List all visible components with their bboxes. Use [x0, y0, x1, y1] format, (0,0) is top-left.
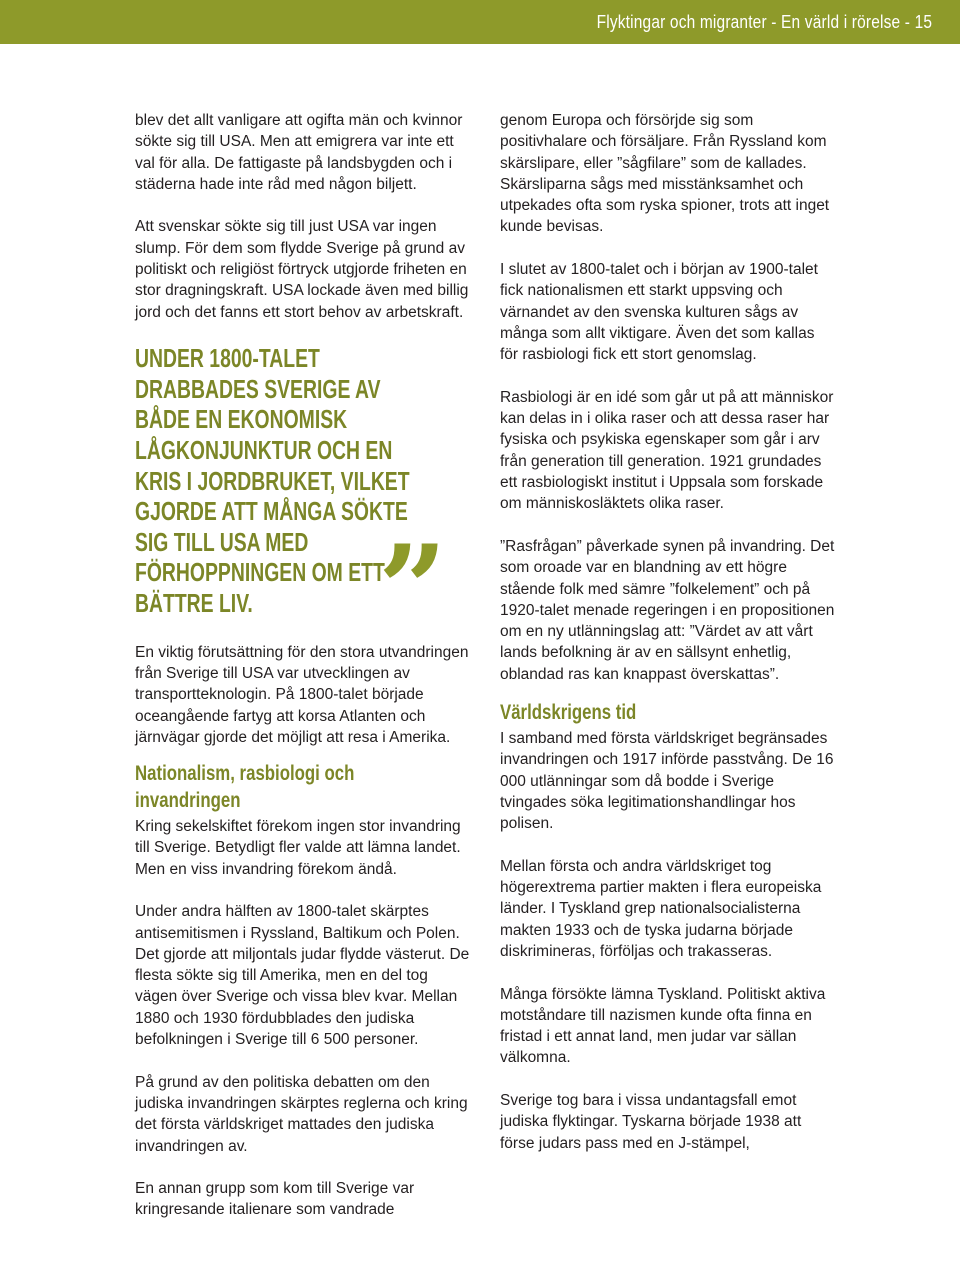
paragraph: Kring sekelskiftet förekom ingen stor invandring till Sverige. Betydligt fler valde att lämna landet. Men en viss invandring förekom ändå. [135, 818, 461, 878]
paragraph: I samband med första världskriget begränsades invandringen och 1917 införde passtvång. De 16 000 utlänningar som då bodde i Sverige tvingades söka legitimationshandlingar hos polisen. [500, 730, 834, 833]
pull-quote: UNDER 1800-TALET DRABBADES SVERIGE AV BÅDE EN EKONOMISK LÅGKONJUNKTUR OCH EN KRIS I JORDBRUKET, VILKET GJORDE ATT MÅNGA SÖKTE SIG TILL USA MED FÖRHOPPNINGEN OM ETT BÄTTRE LIV. [135, 345, 410, 619]
left-column [135, 110, 470, 1221]
paragraph: En viktig förutsättning för den stora utvandringen från Sverige till USA var utvecklingen av transportteknologin. På 1800-talet började oceangående fartyg att korsa Atlanten och järnvägar gjorde det möjligt att resa i Amerika. [135, 643, 469, 746]
paragraph: Rasbiologi är en idé som går ut på att människor kan delas in i olika raser och att dessa raser har fysiska och psykiska egenskaper som går i arv från generation till generation. 1921 grundades ett rasbiologiskt institut i Uppsala som forskade om människosläktets olika raser. [500, 388, 834, 513]
paragraph: genom Europa och försörjde sig som positivhalare och försäljare. Från Ryssland kom skärslipare, eller ”sågfilare” som de kallades. Skärsliparna sågs med misstänksamhet och utpekades ofta som ryska spioner, trots att inget kunde bevisas. [500, 112, 830, 236]
running-header: Flyktingar och migranter - En värld i rörelse - 15 [596, 12, 932, 32]
paragraph: Under andra hälften av 1800-talet skärptes antisemitismen i Ryssland, Baltikum och Polen. Det gjorde att miljontals judar flydde västerut. De flesta sökte sig till Amerika, men en del tog vägen över Sverige och vissa blev kvar. Mellan 1880 och 1930 fördubblades den judiska befolkningen i Sverige till 6 500 personer. [135, 903, 470, 1049]
paragraph: ”Rasfrågan” påverkade synen på invandring. Det som oroade var en blandning av ett högre stående folk med sämre ”folkelement” och på 1920-talet menade regeringen i en propositionen om en ny utlänningslag att: ”Värdet av att vårt lands befolkning är av en sällsynt enhetlig, oblandad ras kan knappast överskattas”. [500, 537, 835, 683]
header-band [0, 0, 960, 44]
paragraph: blev det allt vanligare att ogifta män och kvinnor sökte sig till USA. Men att emigrera var inte ett val för alla. De fattigaste på landsbygden och i städerna hade inte råd med någon biljett. [135, 112, 463, 193]
paragraph: Sverige tog bara i vissa undantagsfall emot judiska flyktingar. Tyskarna började 1938 att förse judars pass med en J-stämpel, [500, 1092, 802, 1152]
paragraph: I slutet av 1800-talet och i början av 1900-talet fick nationalismen ett starkt uppsving och värnandet av den svenska kulturen sågs av många som allt viktigare. Även det som kallas för rasbiologi fick ett stort genomslag. [500, 261, 818, 364]
section-heading: Nationalism, rasbiologi och invandringen [135, 762, 355, 813]
section-heading: Världskrigens tid [500, 701, 637, 725]
paragraph: Att svenskar sökte sig till just USA var ingen slump. För dem som flydde Sverige på grund av politiskt och religiöst förtryck utgjorde friheten en stor dragningskraft. USA lockade även med billig jord och det fanns ett stort behov av arbetskraft. [135, 218, 469, 321]
quote-mark-icon: ” [378, 519, 448, 660]
paragraph: På grund av den politiska debatten om den judiska invandringen skärptes reglerna och kring det första världskriget mattades den judiska invandringen av. [135, 1073, 468, 1155]
paragraph: Många försökte lämna Tyskland. Politiskt aktiva motståndare till nazismen kunde ofta finna en fristad i ett annat land, men judar var sällan välkomna. [500, 985, 826, 1067]
right-column [500, 110, 835, 1154]
paragraph: En annan grupp som kom till Sverige var kringresande italienare som vandrade [135, 1180, 415, 1219]
paragraph: Mellan första och andra världskriget tog högerextrema partier makten i flera europeiska länder. I Tyskland grep nationalsocialisterna makten 1933 och de tyska judarna började diskrimineras, förföljas och trakasseras. [500, 857, 822, 960]
